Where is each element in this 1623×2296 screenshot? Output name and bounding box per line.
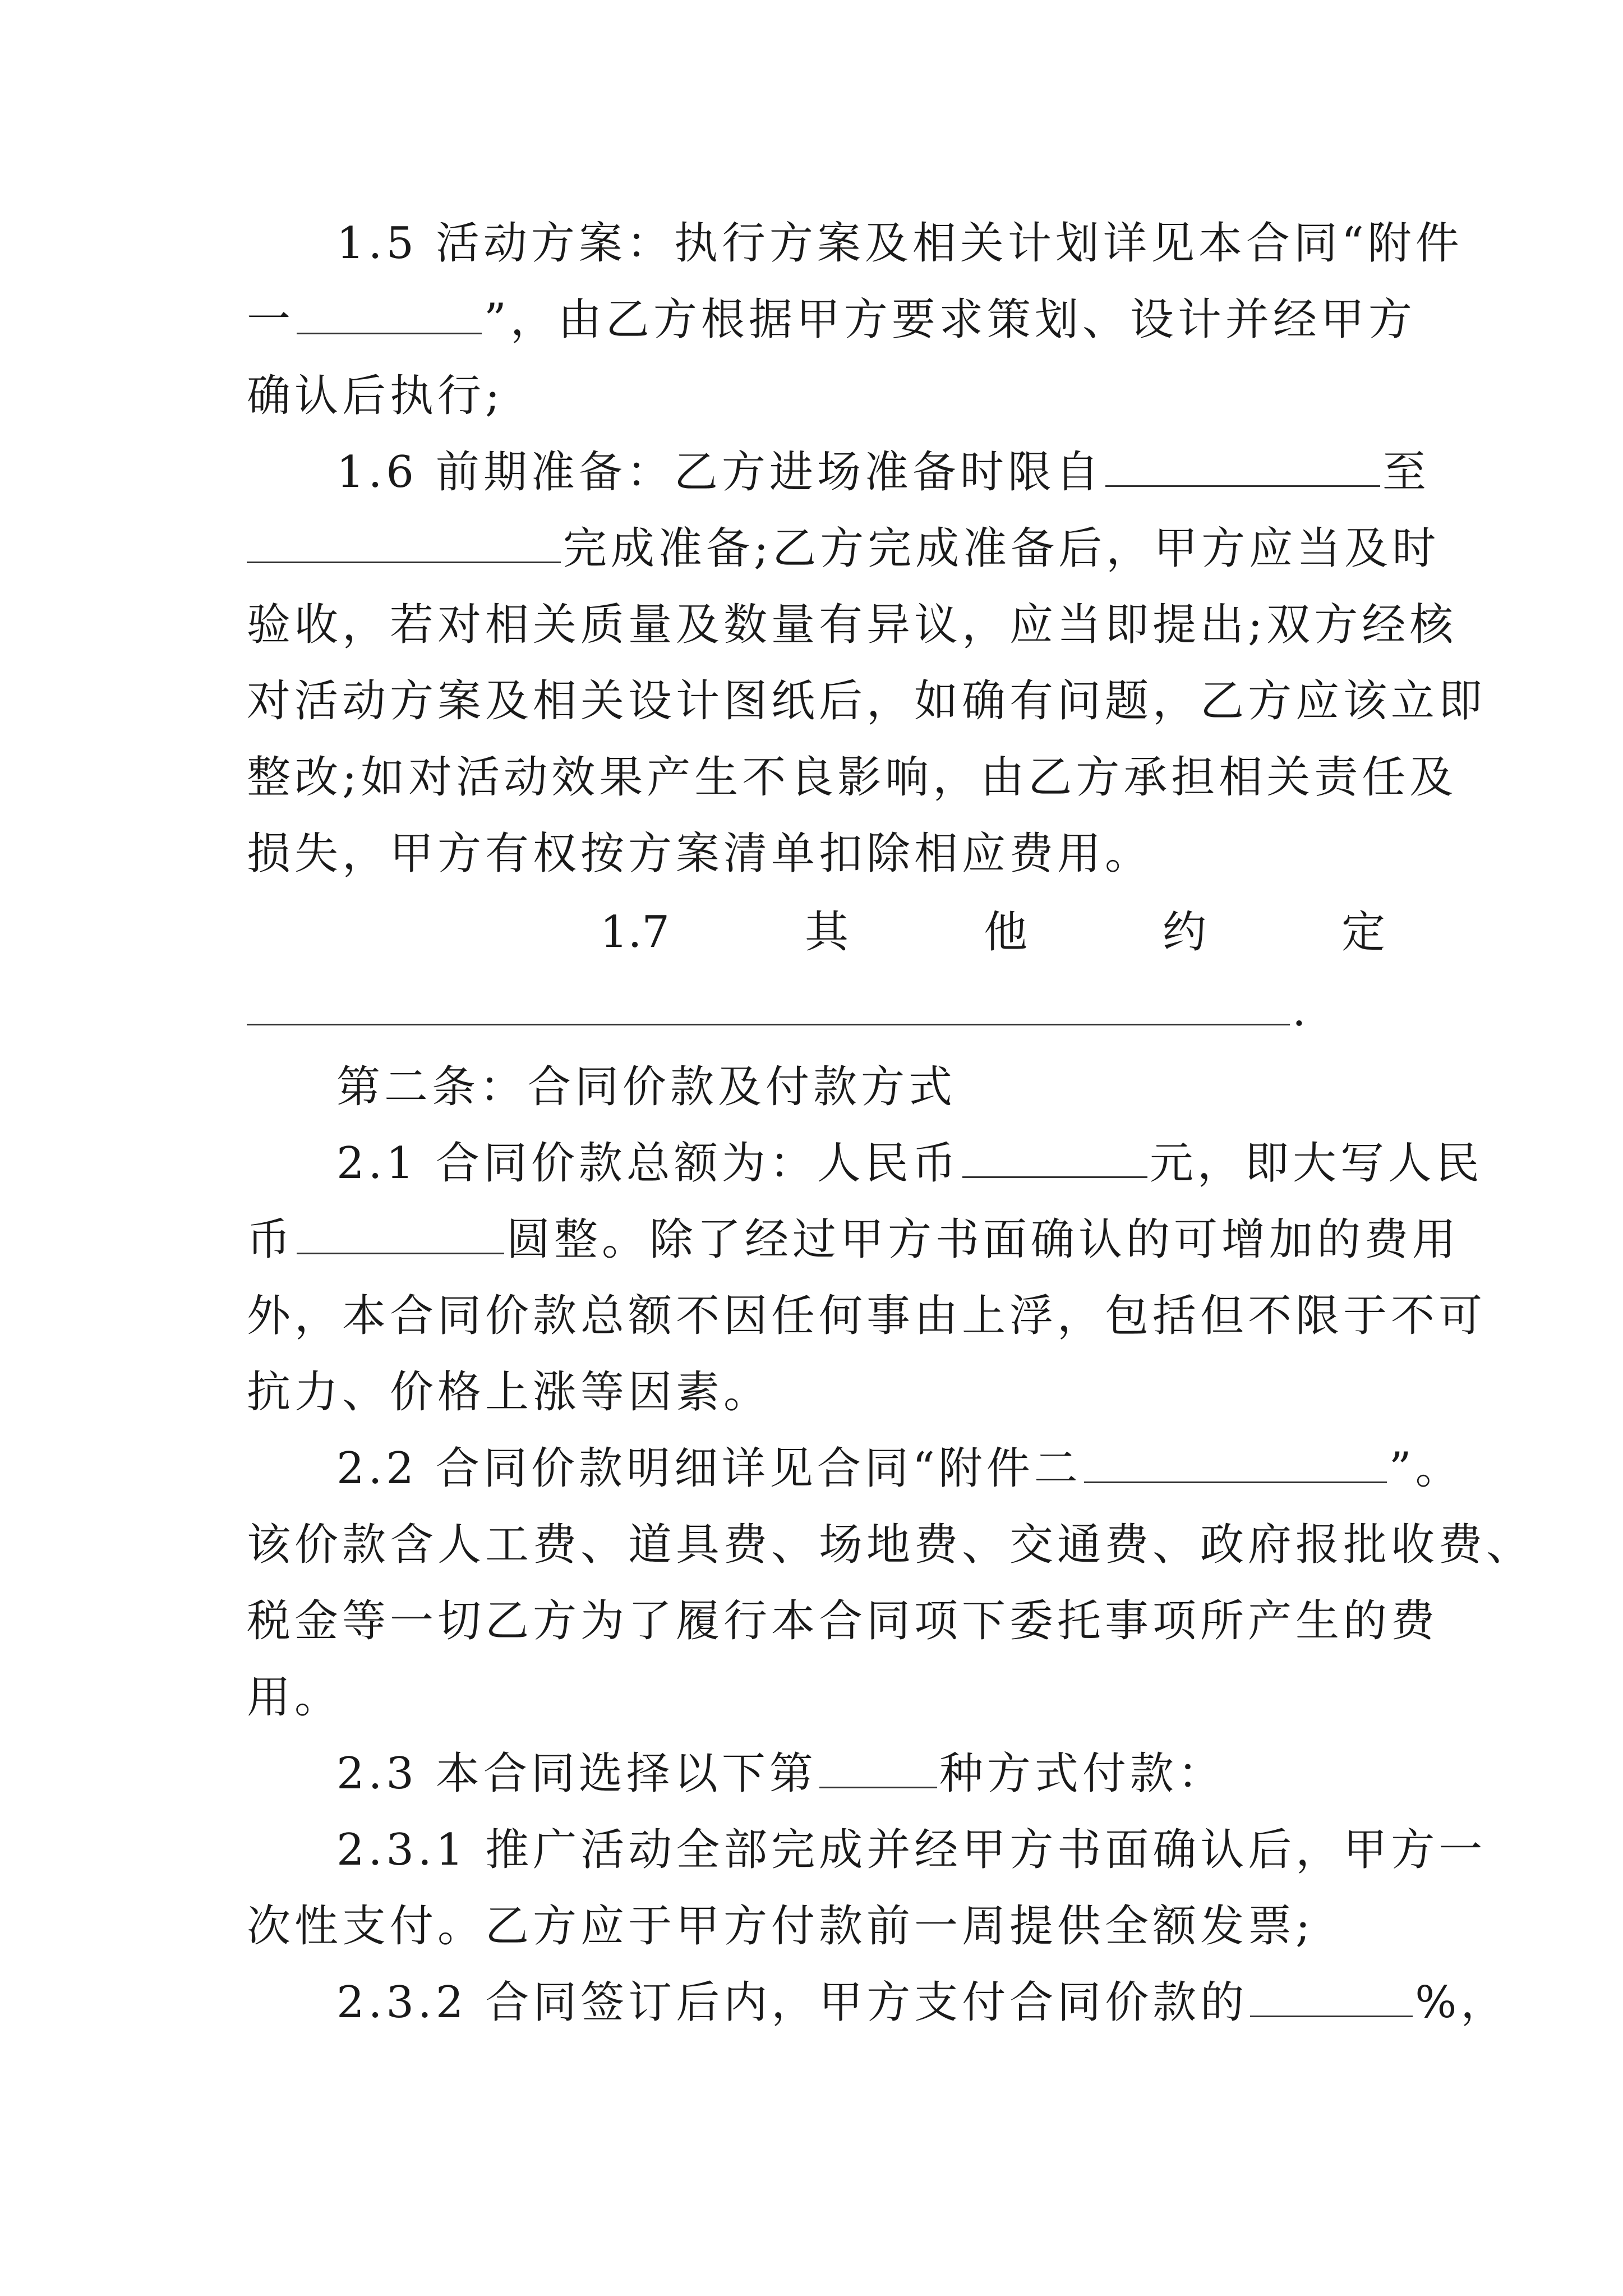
clause-1-5-line-1: 1.5 活动方案：执行方案及相关计划详见本合同“附件 [336,218,1463,269]
blank-field [819,1747,937,1788]
article-2-title: 第二条：合同价款及付款方式 [336,1062,957,1112]
clause-1-6-line-1: 1.6 前期准备：乙方进场准备时限自 至 [336,447,1430,498]
blank-field [1105,446,1380,487]
clause-1-6-line-2: 完成准备;乙方完成准备后，甲方应当及时 [247,519,1385,578]
clause-2-1-line-1: 2.1 合同价款总额为：人民币 元，即大写人民 [336,1138,1483,1189]
clause-1-6-line-3: 验收，若对相关质量及数量有异议，应当即提出;双方经核 [247,600,1458,650]
clause-2-2-line-1: 2.2 合同价款明细详见合同“附件二 ”。 [336,1443,1463,1494]
blank-field [962,1137,1147,1178]
clause-1-7-line-2: . [247,982,1385,1040]
clause-1-7-heading: 1.7 其 他 约 定 [600,907,1385,958]
clause-2-3-2-line-1: 2.3.2 合同签订后内，甲方支付合同价款的 %， [336,1977,1509,2028]
blank-field [247,984,1290,1025]
clause-1-6-line-6: 损失，甲方有权按方案清单扣除相应费用。 [247,829,1153,879]
clause-1-6-line-5: 整改;如对活动效果产生不良影响，由乙方承担相关责任及 [247,752,1458,803]
clause-2-3-1-line-2: 次性支付。乙方应于甲方付款前一周提供全额发票; [247,1901,1315,1952]
clause-2-3-1-line-1: 2.3.1 推广活动全部完成并经甲方书面确认后，甲方一 [336,1825,1487,1875]
blank-field [247,522,561,563]
blank-field [297,1213,504,1254]
clause-2-1-line-3: 外，本合同价款总额不因任何事由上浮，包括但不限于不可 [247,1291,1487,1341]
clause-2-1-line-4: 抗力、价格上涨等因素。 [247,1367,772,1418]
blank-field [1250,1976,1413,2017]
clause-1-5-line-3: 确认后执行; [247,371,504,421]
blank-field [1084,1442,1387,1483]
clause-2-2-line-2: 该价款含人工费、道具费、场地费、交通费、政府报批收费、 [247,1520,1534,1570]
clause-2-2-line-4: 用。 [247,1672,343,1723]
clause-2-2-line-3: 税金等一切乙方为了履行本合同项下委托事项所产生的费 [247,1596,1439,1646]
clause-1-5-line-2: 一 ”，由乙方根据甲方要求策划、设计并经甲方 [247,295,1416,345]
clause-1-6-line-4: 对活动方案及相关设计图纸后，如确有问题，乙方应该立即 [247,676,1487,726]
blank-field [297,293,482,334]
clause-2-1-line-2: 币 圆整。除了经过甲方书面确认的可增加的费用 [247,1214,1460,1265]
clause-2-3-line-1: 2.3 本合同选择以下第 种方式付款： [336,1749,1225,1799]
